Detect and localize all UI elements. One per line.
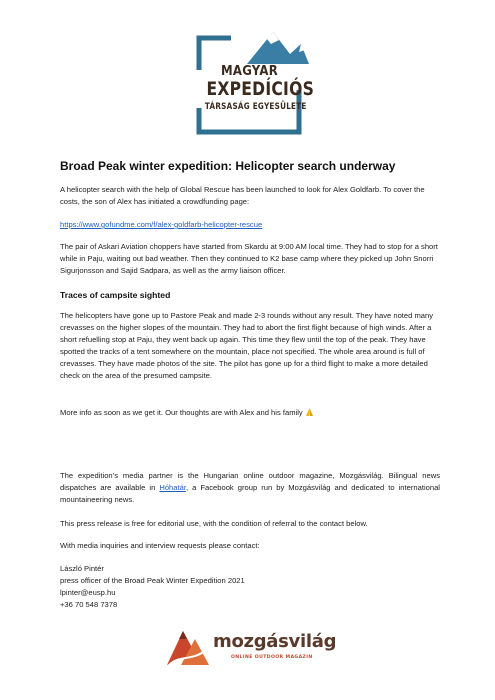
logo-line-tarsasag: TÁRSASÁG EGYESÜLETE bbox=[204, 102, 307, 112]
section-heading: Traces of campsite sighted bbox=[60, 290, 171, 300]
free-use-text: This press release is free for editorial use, with the condition of referral to the contact below. bbox=[60, 519, 368, 528]
closing-line: More info as soon as we get it. Our thoughts are with Alex and his family bbox=[60, 408, 303, 417]
inquiries-text: With media inquiries and interview requests please contact: bbox=[60, 541, 260, 550]
search-paragraph bbox=[60, 310, 440, 382]
logo-line-magyar: MAGYAR bbox=[220, 64, 279, 79]
praying-hands-icon bbox=[305, 408, 314, 416]
hohatar-link[interactable]: Hóhatár bbox=[159, 483, 186, 492]
mountain-logo-icon bbox=[165, 625, 211, 667]
contact-block bbox=[60, 563, 440, 611]
logo-line-expedicios: EXPEDÍCIÓS bbox=[206, 78, 315, 100]
brand-tagline: ONLINE OUTDOOR MAGAZIN bbox=[231, 655, 313, 660]
media-partner-before: The expedition’s media partner is the Hungarian online outdoor magazine, Mozgásvilág. Bilingual news dispatches are available in bbox=[60, 471, 440, 492]
closing-paragraph bbox=[60, 407, 440, 419]
media-partner-text bbox=[60, 470, 440, 506]
page-title: Broad Peak winter expedition: Helicopter search underway bbox=[60, 159, 396, 173]
choppers-paragraph bbox=[60, 241, 440, 277]
magyar-expedicios-logo bbox=[187, 30, 315, 138]
crowdfunding-link-block bbox=[60, 219, 440, 231]
inquiries-paragraph bbox=[60, 540, 440, 552]
closing-text bbox=[60, 407, 440, 419]
mozgasvilag-logo bbox=[165, 625, 335, 670]
contact-role: press officer of the Broad Peak Winter Expedition 2021 bbox=[60, 576, 245, 585]
contact-name: László Pintér bbox=[60, 564, 104, 573]
free-use-paragraph bbox=[60, 518, 440, 530]
search-text: The helicopters have gone up to Pastore Peak and made 2-3 rounds without any result. They have noted many crevasses on the higher slopes of the mountain. They had to abort the first flight because of high winds. After a short refuelling stop at Paju, they went back up again. This time they flew until the top of the peak. They have spotted the tracks of a tent somewhere on the mountain, place not specified. The whole area around is full of crevasses. They have made photos of the site. The pilot has gone up for a third flight to make a more detailed check on the area of the presumed campsite. bbox=[60, 311, 434, 380]
media-partner-after: , a Facebook group run by Mozgásvilág and dedicated to international mountaineering news. bbox=[60, 483, 440, 504]
brand-name: mozgásvilág bbox=[213, 631, 337, 652]
contact-phone: +36 70 548 7378 bbox=[60, 600, 118, 609]
media-partner-paragraph bbox=[60, 470, 440, 506]
intro-paragraph bbox=[60, 184, 440, 208]
choppers-text: The pair of Askari Aviation choppers have started from Skardu at 9:00 AM local time. They had to stop for a short while in Paju, waiting out bad weather. Then they continued to K2 base camp where they picked up John Snorri Sigurjonsson and Sajid Sadpara, as well as the army liaison officer. bbox=[60, 242, 438, 275]
crowdfunding-link[interactable]: https://www.gofundme.com/f/alex-goldfarb-helicopter-rescue bbox=[60, 220, 263, 229]
intro-text: A helicopter search with the help of Global Rescue has been launched to look for Alex Goldfarb. To cover the costs, the son of Alex has initiated a crowdfunding page: bbox=[60, 185, 425, 206]
contact-email: lpinter@eusp.hu bbox=[60, 588, 116, 597]
